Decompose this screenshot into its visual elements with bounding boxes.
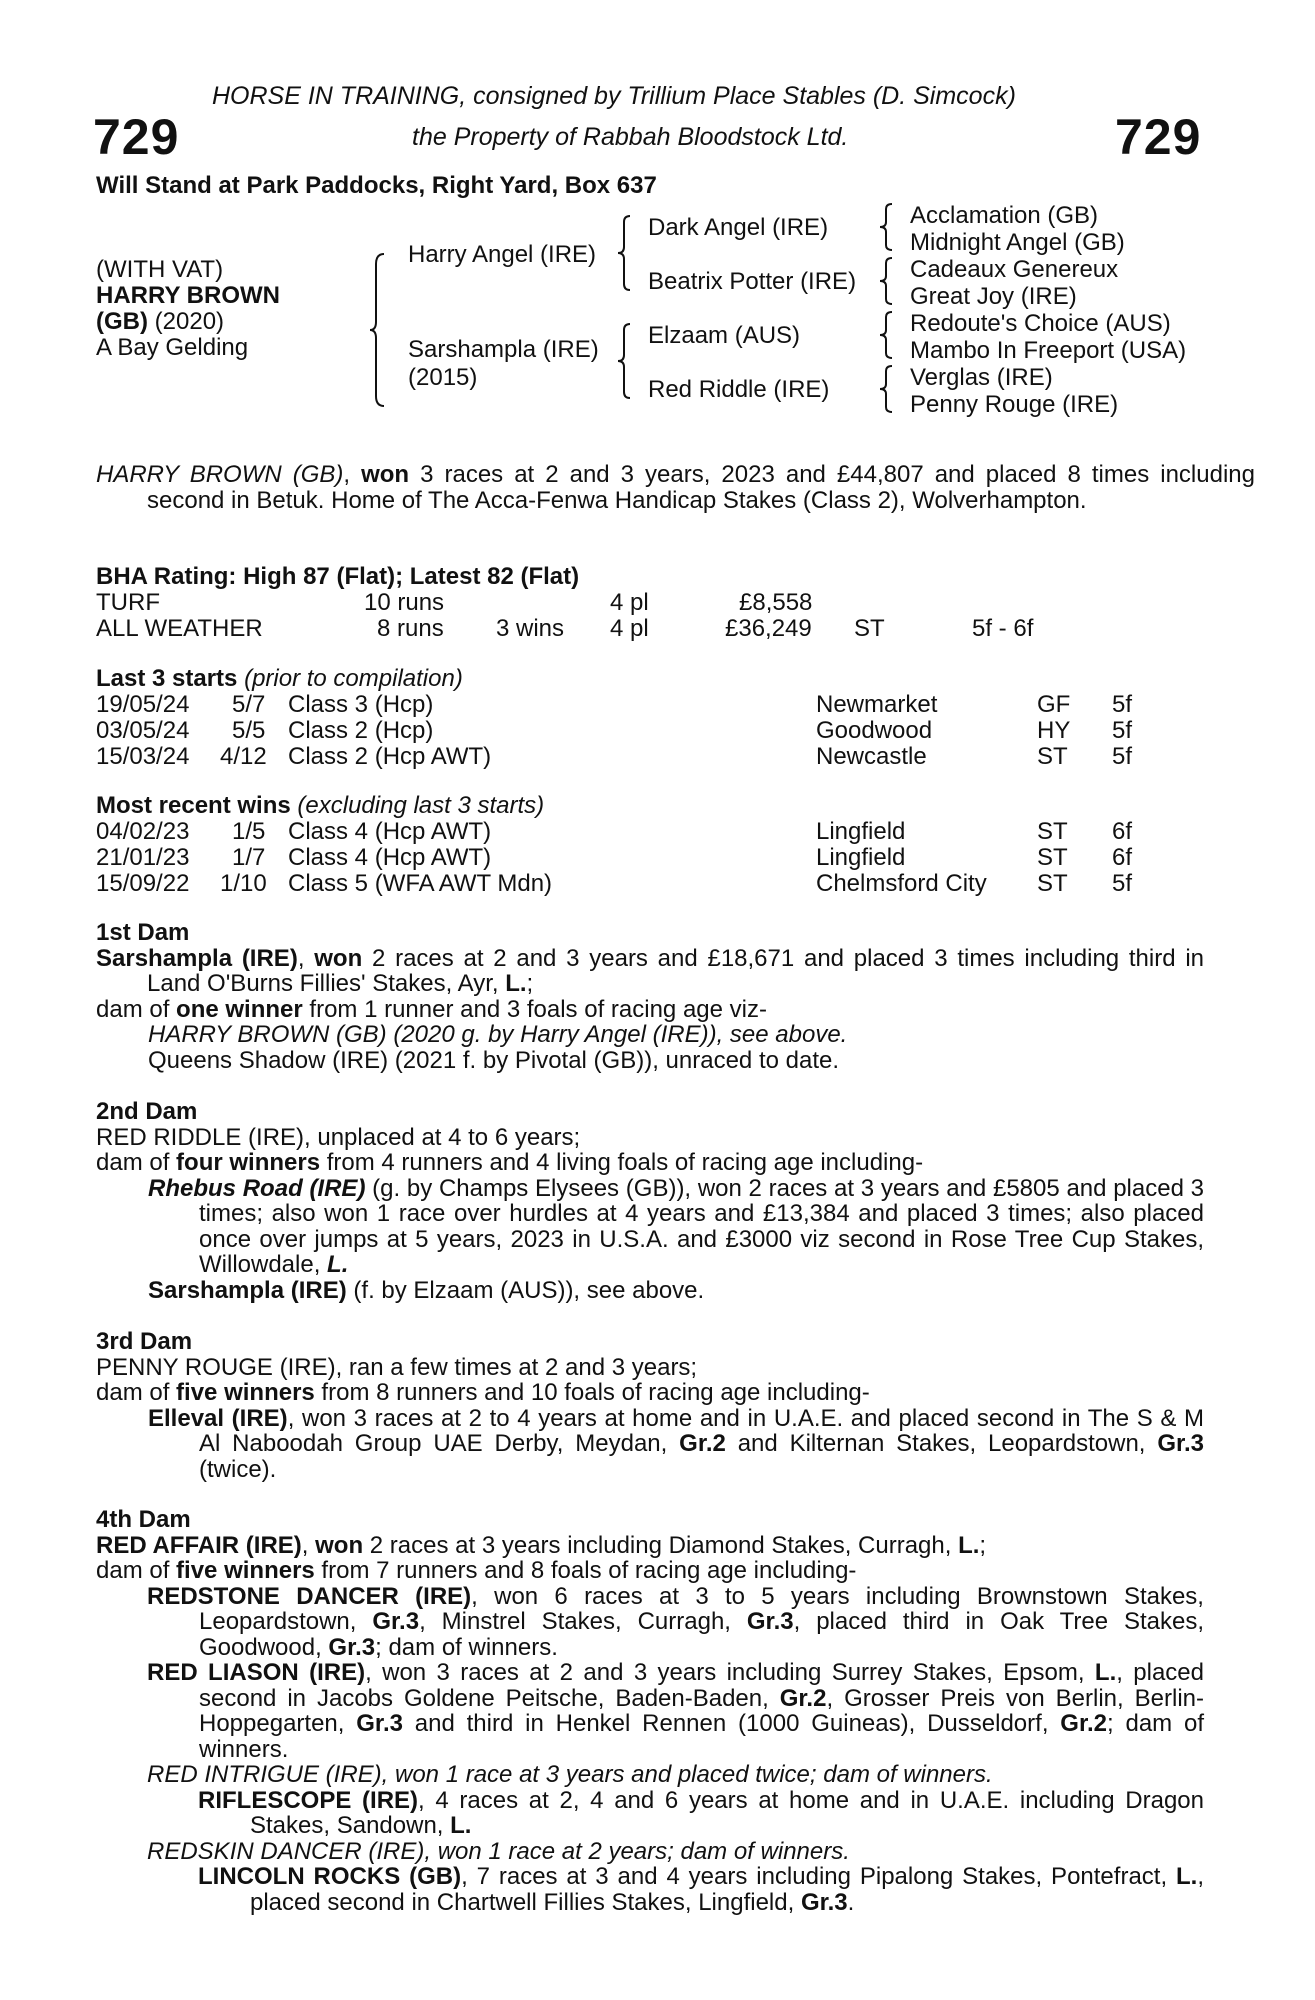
race-position: 5/5 <box>232 717 266 744</box>
winners-count: five winners <box>176 1557 315 1584</box>
race-going: ST <box>1037 870 1068 897</box>
race-date: 04/02/23 <box>96 818 190 845</box>
first-dam-heading: 1st Dam <box>96 919 190 946</box>
summary-text: 3 races at 2 and 3 years, 2023 and £44,807 and placed 8 times including second in Betuk. Home of The Acca-Fenwa Handicap Stakes (Class 2), Wolverhampton. <box>147 461 1255 514</box>
progeny-text: , won 3 races at 2 and 3 years including Surrey Stakes, Epsom, <box>365 1659 1095 1686</box>
listed-mark: L. <box>958 1531 980 1559</box>
pedigree-sire: Harry Angel (IRE) <box>408 241 597 268</box>
progeny-text: , 7 races at 3 and 4 years including Pipalong Stakes, Pontefract, <box>461 1863 1177 1890</box>
progeny-text: ; dam of winners. <box>375 1633 558 1661</box>
fourth-dam-text: 2 races at 3 years including Diamond Stakes, Curragh, <box>363 1531 959 1559</box>
pedigree-ssd: Midnight Angel (GB) <box>910 229 1125 256</box>
pedigree-sire-dam: Beatrix Potter (IRE) <box>648 268 857 295</box>
dam-of: dam of <box>96 1379 177 1406</box>
progeny-name: Sarshampla (IRE) <box>148 1276 347 1304</box>
horse-country: (GB) <box>96 308 148 335</box>
listed-mark: L. <box>505 970 527 997</box>
race-position: 1/7 <box>232 844 266 871</box>
race-class: Class 2 (Hcp) <box>288 717 434 744</box>
lot-number-left: 729 <box>93 109 180 165</box>
race-course: Chelmsford City <box>816 870 987 897</box>
pedigree-ddd: Penny Rouge (IRE) <box>910 391 1119 418</box>
group-mark: Gr.3 <box>356 1710 403 1737</box>
first-dam-section <box>96 920 1204 1073</box>
third-dam-section <box>96 1329 1204 1482</box>
winners-count: one winner <box>176 995 303 1023</box>
race-distance: 5f <box>1112 717 1133 744</box>
fourth-dam-grand-progeny-2 <box>198 1864 1204 1915</box>
progeny-name: Rhebus Road (IRE) <box>148 1174 366 1202</box>
race-going: GF <box>1037 691 1071 718</box>
fourth-dam-progeny-3: RED INTRIGUE (IRE), won 1 race at 3 years and placed twice; dam of winners. <box>147 1761 993 1788</box>
progeny-text: , placed third in Oak Tree Stakes, Goodwood, <box>199 1608 1205 1661</box>
race-course: Goodwood <box>816 717 933 744</box>
second-dam-record: RED RIDDLE (IRE), unplaced at 4 to 6 years; <box>96 1123 581 1151</box>
recent-note: (excluding last 3 starts) <box>297 792 545 819</box>
pedigree-dam: Sarshampla (IRE) <box>408 336 599 363</box>
first-dam-progeny-2: Queens Shadow (IRE) (2021 f. by Pivotal (GB)), unraced to date. <box>148 1046 840 1074</box>
summary-horse-name: HARRY BROWN (GB) <box>96 461 344 488</box>
race-course: Newcastle <box>816 743 927 770</box>
winners-count: five winners <box>176 1379 315 1406</box>
race-distance: 6f <box>1112 844 1133 871</box>
fourth-dam-produce <box>96 1558 1204 1584</box>
race-course: Lingfield <box>816 818 906 845</box>
race-position: 1/5 <box>232 818 266 845</box>
pedigree-sire-brace <box>618 214 634 292</box>
progeny-text: , placed second in Jacobs Goldene Peitsche, Baden-Baden, <box>199 1659 1204 1712</box>
race-date: 15/09/22 <box>96 870 190 897</box>
rating-prize: £8,558 <box>739 589 813 616</box>
first-dam-progeny-1: HARRY BROWN (GB) (2020 g. by Harry Angel (IRE)), see above. <box>148 1021 848 1048</box>
vat-note: (WITH VAT) <box>96 256 224 283</box>
group-mark: Gr.2 <box>779 1684 827 1712</box>
fourth-dam-grand-progeny-1 <box>198 1788 1204 1839</box>
race-class: Class 2 (Hcp AWT) <box>288 743 492 770</box>
race-position: 4/12 <box>220 743 267 770</box>
sep: ; <box>526 970 534 997</box>
header-line-1: HORSE IN TRAINING, consigned by Trillium Place Stables (D. Simcock) <box>212 82 1016 110</box>
pedigree-dam-sire: Elzaam (AUS) <box>648 322 801 349</box>
rating-placed: 4 pl <box>610 615 649 642</box>
fourth-dam-won: won <box>315 1531 364 1559</box>
horse-year: (2020) <box>154 308 225 335</box>
rating-surface: TURF <box>96 589 160 616</box>
second-dam-progeny-2 <box>96 1278 1204 1304</box>
progeny-text: ; dam of winners. <box>199 1710 1204 1763</box>
first-dam-text: 2 races at 2 and 3 years and £18,671 and placed 3 times including third in Land O'Burns Fillies' Stakes, Ayr, <box>147 944 1204 997</box>
second-dam-progeny-1 <box>147 1176 1204 1278</box>
dam-of-rest: from 7 runners and 8 foals of racing age including- <box>314 1557 857 1584</box>
fourth-dam-name: RED AFFAIR (IRE) <box>96 1531 302 1559</box>
second-dam-produce <box>96 1150 1204 1176</box>
pedigree-sdd: Great Joy (IRE) <box>910 283 1077 310</box>
sep: , <box>297 944 315 972</box>
group-mark: Gr.2 <box>679 1430 726 1457</box>
race-going: ST <box>1037 844 1068 871</box>
pedigree-main-brace <box>370 252 390 408</box>
pedigree-dam-year: (2015) <box>408 364 478 391</box>
progeny-text: , placed second in Chartwell Fillies Stakes, Lingfield, <box>250 1863 1205 1916</box>
first-dam-name: Sarshampla (IRE) <box>96 944 298 972</box>
fourth-dam-progeny-4: REDSKIN DANCER (IRE), won 1 race at 2 years; dam of winners. <box>147 1837 850 1865</box>
progeny-text: (twice). <box>199 1455 277 1483</box>
pedigree-brace-sd <box>880 256 894 306</box>
group-mark: Gr.3 <box>800 1888 848 1916</box>
rating-runs: 8 runs <box>377 615 444 642</box>
third-dam-produce <box>96 1380 1204 1406</box>
pedigree-brace-ss <box>880 202 894 252</box>
sep: , <box>301 1531 316 1559</box>
horse-description: A Bay Gelding <box>96 334 249 361</box>
pedigree-dss: Redoute's Choice (AUS) <box>910 310 1171 337</box>
race-class: Class 4 (Hcp AWT) <box>288 844 492 871</box>
rating-going: ST <box>854 615 885 642</box>
rating-surface: ALL WEATHER <box>96 615 263 642</box>
race-date: 19/05/24 <box>96 691 190 718</box>
sep: ; <box>979 1531 987 1559</box>
race-date: 03/05/24 <box>96 717 190 744</box>
race-going: ST <box>1037 743 1068 770</box>
progeny-name: LINCOLN ROCKS (GB) <box>198 1863 462 1890</box>
first-dam-record <box>96 946 1204 997</box>
progeny-text: . <box>847 1888 855 1916</box>
listed-mark: L. <box>327 1251 349 1278</box>
progeny-name: REDSTONE DANCER (IRE) <box>147 1582 472 1610</box>
dam-of-rest: from 8 runners and 10 foals of racing age including- <box>314 1379 870 1406</box>
third-dam-heading: 3rd Dam <box>96 1328 193 1355</box>
dam-of: dam of <box>96 1149 177 1176</box>
fourth-dam-progeny-2 <box>147 1660 1204 1762</box>
pedigree-dam-dam: Red Riddle (IRE) <box>648 376 830 403</box>
progeny-text: (g. by Champs Elysees (GB)), won 2 races at 3 years and £5805 and placed 3 times; also won 1 race over hurdles at 4 years and £13,384 and placed 3 times; also placed once over jumps at 5 years, 2023 in U.S.A. and £3000 viz second in Rose Tree Cup Stakes, Willowdale, <box>199 1174 1204 1278</box>
progeny-text: , 4 races at 2, 4 and 6 years at home and in U.A.E. including Dragon Stakes, Sandown, <box>250 1786 1204 1839</box>
bha-rating: BHA Rating: High 87 (Flat); Latest 82 (Flat) <box>96 563 580 590</box>
race-date: 21/01/23 <box>96 844 190 871</box>
listed-mark: L. <box>450 1812 472 1839</box>
rating-runs: 10 runs <box>364 589 445 616</box>
race-position: 1/10 <box>220 870 267 897</box>
progeny-text: , won 6 races at 3 to 5 years including Brownstown Stakes, Leopardstown, <box>199 1582 1204 1635</box>
progeny-name: Elleval (IRE) <box>148 1404 288 1432</box>
dam-of-rest: from 4 runners and 4 living foals of racing age including- <box>320 1149 924 1176</box>
last3-note: (prior to compilation) <box>244 665 463 692</box>
header-line-2: the Property of Rabbah Bloodstock Ltd. <box>412 123 849 151</box>
group-mark: Gr.3 <box>372 1608 420 1635</box>
stand-location: Will Stand at Park Paddocks, Right Yard, Box 637 <box>96 172 657 199</box>
race-going: HY <box>1037 717 1071 744</box>
race-course: Lingfield <box>816 844 906 871</box>
lot-number-right: 729 <box>1115 109 1202 165</box>
progeny-text: and Kilternan Stakes, Leopardstown, <box>725 1430 1158 1457</box>
third-dam-record: PENNY ROUGE (IRE), ran a few times at 2 and 3 years; <box>96 1353 698 1381</box>
third-dam-progeny-1 <box>147 1406 1204 1483</box>
last3-heading: Last 3 starts <box>96 665 238 692</box>
race-distance: 6f <box>1112 818 1133 845</box>
summary-won: won <box>361 461 410 488</box>
race-distance: 5f <box>1112 743 1133 770</box>
race-class: Class 4 (Hcp AWT) <box>288 818 492 845</box>
last3-title <box>96 665 463 693</box>
pedigree-brace-ds <box>880 310 894 360</box>
pedigree-sds: Cadeaux Genereux <box>910 256 1119 283</box>
fourth-dam-record <box>96 1533 1204 1559</box>
fourth-dam-section <box>96 1507 1204 1915</box>
horse-name: HARRY BROWN <box>96 282 280 309</box>
recent-heading: Most recent wins <box>96 792 291 819</box>
dam-of-rest: from 1 runner and 3 foals of racing age viz- <box>302 995 767 1023</box>
pedigree-brace-dd <box>880 364 894 414</box>
race-summary: HARRY BROWN (GB), won 3 races at 2 and 3 years, 2023 and £44,807 and placed 8 times including second in Betuk. Home of The Acca-Fenwa Handicap Stakes (Class 2), Wolverhampton. <box>96 461 1255 514</box>
rating-wins: 3 wins <box>496 615 565 642</box>
race-distance: 5f <box>1112 870 1133 897</box>
recent-title <box>96 792 544 820</box>
progeny-name: RIFLESCOPE (IRE) <box>198 1786 419 1814</box>
second-dam-section <box>96 1099 1204 1303</box>
race-going: ST <box>1037 818 1068 845</box>
second-dam-heading: 2nd Dam <box>96 1098 198 1125</box>
progeny-text: , Minstrel Stakes, Curragh, <box>419 1608 747 1635</box>
dam-of: dam of <box>96 995 177 1023</box>
race-distance: 5f <box>1112 691 1133 718</box>
race-course: Newmarket <box>816 691 938 718</box>
race-class: Class 5 (WFA AWT Mdn) <box>288 870 553 897</box>
progeny-name: RED LIASON (IRE) <box>147 1659 366 1686</box>
pedigree-dds: Verglas (IRE) <box>910 364 1053 391</box>
dam-of: dam of <box>96 1557 177 1584</box>
first-dam-produce <box>96 997 1204 1023</box>
rating-distance: 5f - 6f <box>972 615 1034 642</box>
group-mark: Gr.2 <box>1060 1710 1107 1737</box>
listed-mark: L. <box>1094 1659 1117 1686</box>
race-date: 15/03/24 <box>96 743 190 770</box>
fourth-dam-progeny-1 <box>147 1584 1204 1661</box>
rating-placed: 4 pl <box>610 589 649 616</box>
first-dam-won: won <box>314 944 363 972</box>
race-class: Class 3 (Hcp) <box>288 691 434 718</box>
horse-country-year <box>96 309 224 335</box>
group-mark: Gr.3 <box>1157 1430 1205 1457</box>
listed-mark: L. <box>1176 1863 1198 1890</box>
progeny-text: , won 3 races at 2 to 4 years at home and in U.A.E. and placed second in The S & M Al Naboodah Group UAE Derby, Meydan, <box>199 1404 1205 1457</box>
pedigree-dsd: Mambo In Freeport (USA) <box>910 337 1187 364</box>
winners-count: four winners <box>176 1149 321 1176</box>
progeny-text: and third in Henkel Rennen (1000 Guineas), Dusseldorf, <box>402 1710 1061 1737</box>
pedigree-dam-brace <box>618 322 634 400</box>
group-mark: Gr.3 <box>746 1608 794 1635</box>
progeny-text: , Grosser Preis von Berlin, Berlin-Hoppegarten, <box>199 1684 1204 1737</box>
race-position: 5/7 <box>232 691 266 718</box>
group-mark: Gr.3 <box>328 1633 376 1661</box>
pedigree-sire-sire: Dark Angel (IRE) <box>648 214 829 241</box>
pedigree-sss: Acclamation (GB) <box>910 202 1099 229</box>
progeny-text: (f. by Elzaam (AUS)), see above. <box>346 1276 705 1304</box>
fourth-dam-heading: 4th Dam <box>96 1506 191 1533</box>
rating-prize: £36,249 <box>725 615 812 642</box>
